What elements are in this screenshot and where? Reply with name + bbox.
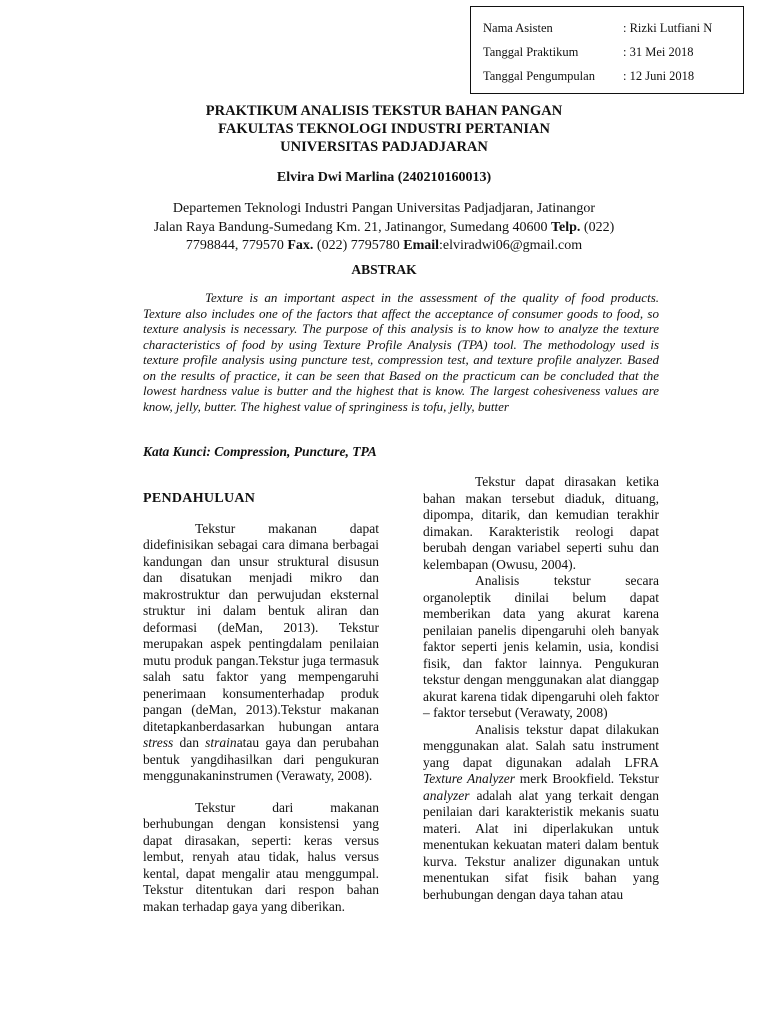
- info-value: : Rizki Lutfiani N: [623, 20, 713, 35]
- analyzer-term: analyzer: [423, 787, 470, 803]
- abstract-heading: ABSTRAK: [351, 262, 417, 277]
- stress-term: stress: [143, 735, 174, 750]
- left-column: [143, 491, 379, 915]
- tel-text: (022): [580, 219, 615, 235]
- title-line: PRAKTIKUM ANALISIS TEKSTUR BAHAN PANGAN: [205, 103, 563, 119]
- affiliation-line: [0, 219, 768, 238]
- info-value: : 31 Mei 2018: [623, 44, 694, 59]
- paragraph-text: dan: [173, 735, 206, 750]
- strain-term: strain: [205, 735, 237, 750]
- author-name: Elvira Dwi Marlina (240210160013): [276, 170, 492, 185]
- paragraph: Analisis tekstur secara organoleptik dinilai belum dapat memberikan data yang akurat karena penilaian panelis dipengaruhi oleh banyak faktor seperti jenis kelamin, usia, kondisi fisik, dan faktor lainnya. Pengukuran tekstur dengan menggunakan alat dianggap akurat karena tidak dipengaruhi oleh faktor – faktor tersebut (Verawaty, 2008): [423, 573, 659, 720]
- abstract-text: Texture is an important aspect in the assessment of the quality of food products. Texture also includes one of the factors that affect the acceptance of consumer goods to food, so texture analysis is necessary. The purpose of this analysis is to know how to analyze the texture characteristics of food by using Texture Profile Analysis (TPA) tool. The methodology used is texture profile analysis using puncture test, compression test, and texture profile analyzer. Based on the results of practice, it can be seen that Based on the practicum can be concluded that the lowest hardness value is butter and the highest that is know. The largest cohesiveness values are know, jelly, butter. The highest value of springiness is tofu, jelly, butter: [143, 290, 659, 414]
- paragraph: [423, 722, 659, 904]
- affiliation: [0, 200, 768, 256]
- paragraph-text: Tekstur makanan dapat didefinisikan sebagai cara dimana berbagai kandungan dan unsur struktural disusun dan disatukan menjadi mikro dan makrostruktur dan perwujudan eksternal struktur ini dalam bentuk aliran dan deformasi (deMan, 2013). Tekstur merupakan aspek pentingdalam penilaian mutu produk pangan.Tekstur juga termasuk salah satu faktor yang mempengaruhi penerimaan konsumenterhadap produk pangan (deMan, 2013).Tekstur makanan ditetapkanberdasarkan hubungan antara: [143, 520, 379, 734]
- info-label: Tanggal Praktikum: [483, 44, 579, 59]
- address-text: Jalan Raya Bandung-Sumedang Km. 21, Jatinangor, Sumedang 40600: [153, 219, 551, 235]
- paragraph: Tekstur dapat dirasakan ketika bahan makan tersebut diaduk, dituang, dipompa, ditarik, dan kemudian terakhir dimakan. Karakteristik reologi dapat berubah dengan variabel seperti suhu dan kelembapan (Owusu, 2004).: [423, 474, 659, 572]
- title-line: UNIVERSITAS PADJADJARAN: [280, 139, 488, 155]
- keywords: Kata Kunci: Compression, Puncture, TPA: [143, 444, 377, 459]
- email-label: Email: [403, 238, 440, 253]
- paper-title: [0, 102, 768, 156]
- affiliation-line: Departemen Teknologi Industri Pangan Universitas Padjadjaran, Jatinangor: [172, 201, 596, 216]
- info-label: Tanggal Pengumpulan: [483, 68, 595, 83]
- tel-label: Telp.: [550, 219, 581, 235]
- paragraph-text: atau gaya dan perubahan bentuk yangdihasilkan dari pengukuran menggunakaninstrumen (Verawaty, 2008).: [143, 735, 379, 783]
- info-row-pengumpulan: [483, 64, 743, 88]
- paragraph-text: adalah alat yang terkait dengan penilaian dari karakteristik mekanis suatu materi. Alat ini diperlakukan untuk menentukan kekuatan materi dalam bentuk kurva. Tekstur analizer digunakan untuk menentukan sifat fisik bahan yang berhubungan dengan daya tahan atau: [423, 787, 659, 902]
- fax-number: (022) 7795780: [313, 238, 404, 253]
- info-row-praktikum: [483, 40, 743, 64]
- title-line: FAKULTAS TEKNOLOGI INDUSTRI PERTANIAN: [218, 121, 550, 137]
- affiliation-line: [0, 237, 768, 256]
- right-column: [423, 474, 659, 903]
- texture-analyzer-term: Texture Analyzer: [423, 771, 516, 786]
- fax-label: Fax.: [287, 238, 314, 253]
- paragraph-text: merk Brookfield. Tekstur: [515, 771, 660, 786]
- info-box: [470, 6, 744, 94]
- info-label: Nama Asisten: [483, 20, 553, 35]
- paragraph-text: Analisis tekstur dapat dilakukan menggunakan alat. Salah satu instrument yang dapat digunakan adalah LFRA: [423, 721, 659, 770]
- info-row-asisten: [483, 16, 743, 40]
- paragraph: [143, 521, 379, 785]
- email-address: :elviradwi06@gmail.com: [439, 238, 583, 253]
- phone-numbers: 7798844, 779570: [185, 238, 288, 253]
- section-heading-pendahuluan: PENDAHULUAN: [143, 491, 256, 506]
- paragraph: Tekstur dari makanan berhubungan dengan konsistensi yang dapat dirasakan, seperti: keras versus lembut, renyah atau tidak, halus versus kental, dapat mengalir atau menggumpal. Tekstur ditentukan dari respon bahan makan terhadap gaya yang diberikan.: [143, 799, 379, 914]
- info-value: : 12 Juni 2018: [623, 68, 695, 83]
- abstract-body: [143, 290, 659, 414]
